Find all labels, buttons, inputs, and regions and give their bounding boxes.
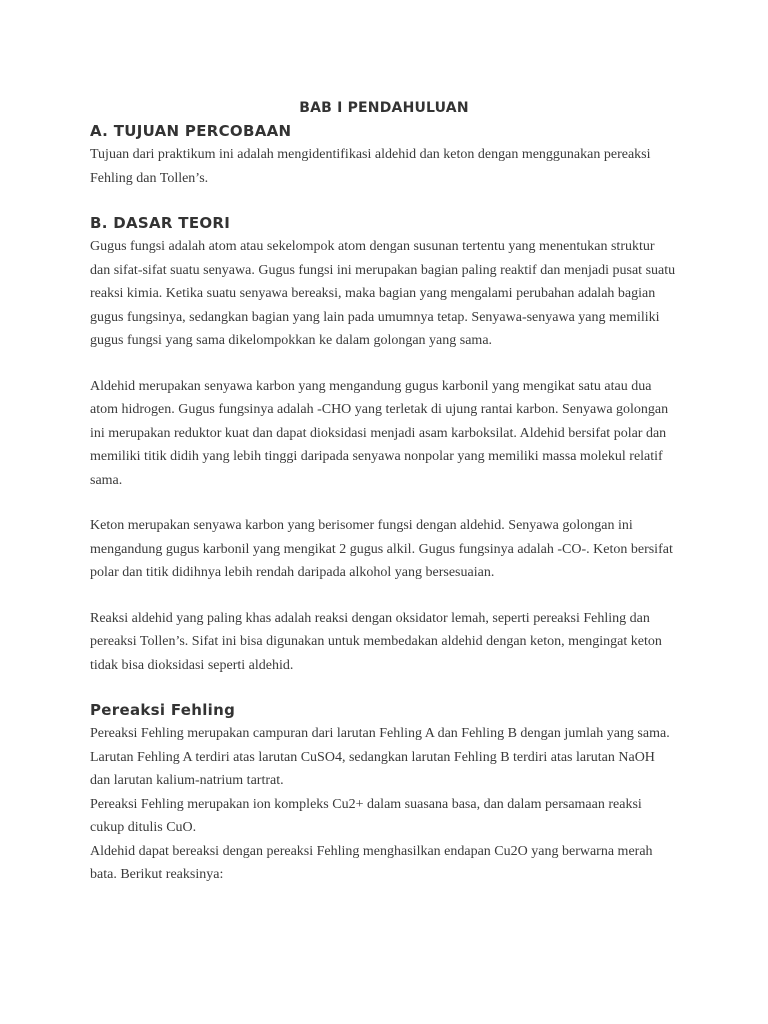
- spacer: [90, 190, 678, 212]
- document-title: BAB I PENDAHULUAN: [299, 100, 469, 116]
- section-b-paragraph-4: Reaksi aldehid yang paling khas adalah reaksi dengan oksidator lemah, seperti pereaksi Fehling dan pereaksi Tollen’s. Sifat ini bisa digunakan untuk membedakan aldehid dengan keton, mengingat keton tidak bisa dioksidasi seperti aldehid.: [90, 610, 662, 673]
- section-a-heading: A. TUJUAN PERCOBAAN: [90, 122, 292, 140]
- spacer: [90, 677, 678, 699]
- section-b-paragraph-1: Gugus fungsi adalah atom atau sekelompok atom dengan susunan tertentu yang menentukan struktur dan sifat-sifat suatu senyawa. Gugus fungsi ini merupakan bagian paling reaktif dan menjadi pusat suatu reaksi kimia. Ketika suatu senyawa bereaksi, maka bagian yang mengalami perubahan adalah bagian gugus fungsinya, sedangkan bagian yang lain pada umumnya tetap. Senyawa-senyawa yang memiliki gugus fungsi yang sama dikelompokkan ke dalam golongan yang sama.: [90, 239, 676, 348]
- section-b-paragraph-3: Keton merupakan senyawa karbon yang berisomer fungsi dengan aldehid. Senyawa golongan ini mengandung gugus karbonil yang mengikat 2 gugus alkil. Gugus fungsinya adalah -CO-. Keton bersifat polar dan titik didihnya lebih rendah daripada alkohol yang bersesuaian.: [90, 518, 673, 580]
- section-b-paragraph-2: Aldehid merupakan senyawa karbon yang mengandung gugus karbonil yang mengikat satu atau dua atom hidrogen. Gugus fungsinya adalah -CHO yang terletak di ujung rantai karbon. Senyawa golongan ini merupakan reduktor kuat dan dapat dioksidasi menjadi asam karboksilat. Aldehid bersifat polar dan memiliki titik didih yang lebih tinggi daripada senyawa nonpolar yang memiliki massa molekul relatif sama.: [90, 378, 669, 488]
- section-b-heading: B. DASAR TEORI: [90, 214, 231, 232]
- spacer: [90, 353, 678, 375]
- fehling-paragraph-3: Aldehid dapat bereaksi dengan pereaksi Fehling menghasilkan endapan Cu2O yang berwarna merah bata. Berikut reaksinya:: [90, 843, 653, 882]
- spacer: [90, 585, 678, 607]
- spacer: [90, 492, 678, 514]
- fehling-paragraph-1: Pereaksi Fehling merupakan campuran dari larutan Fehling A dan Fehling B dengan jumlah yang sama. Larutan Fehling A terdiri atas larutan CuSO4, sedangkan larutan Fehling B terdiri atas larutan NaOH dan larutan kalium-natrium tartrat.: [90, 726, 670, 788]
- section-a-paragraph: Tujuan dari praktikum ini adalah mengidentifikasi aldehid dan keton dengan menggunakan pereaksi Fehling dan Tollen’s.: [90, 147, 651, 186]
- fehling-paragraph-2: Pereaksi Fehling merupakan ion kompleks Cu2+ dalam suasana basa, dan dalam persamaan reaksi cukup ditulis CuO.: [90, 796, 642, 835]
- fehling-heading: Pereaksi Fehling: [90, 701, 236, 719]
